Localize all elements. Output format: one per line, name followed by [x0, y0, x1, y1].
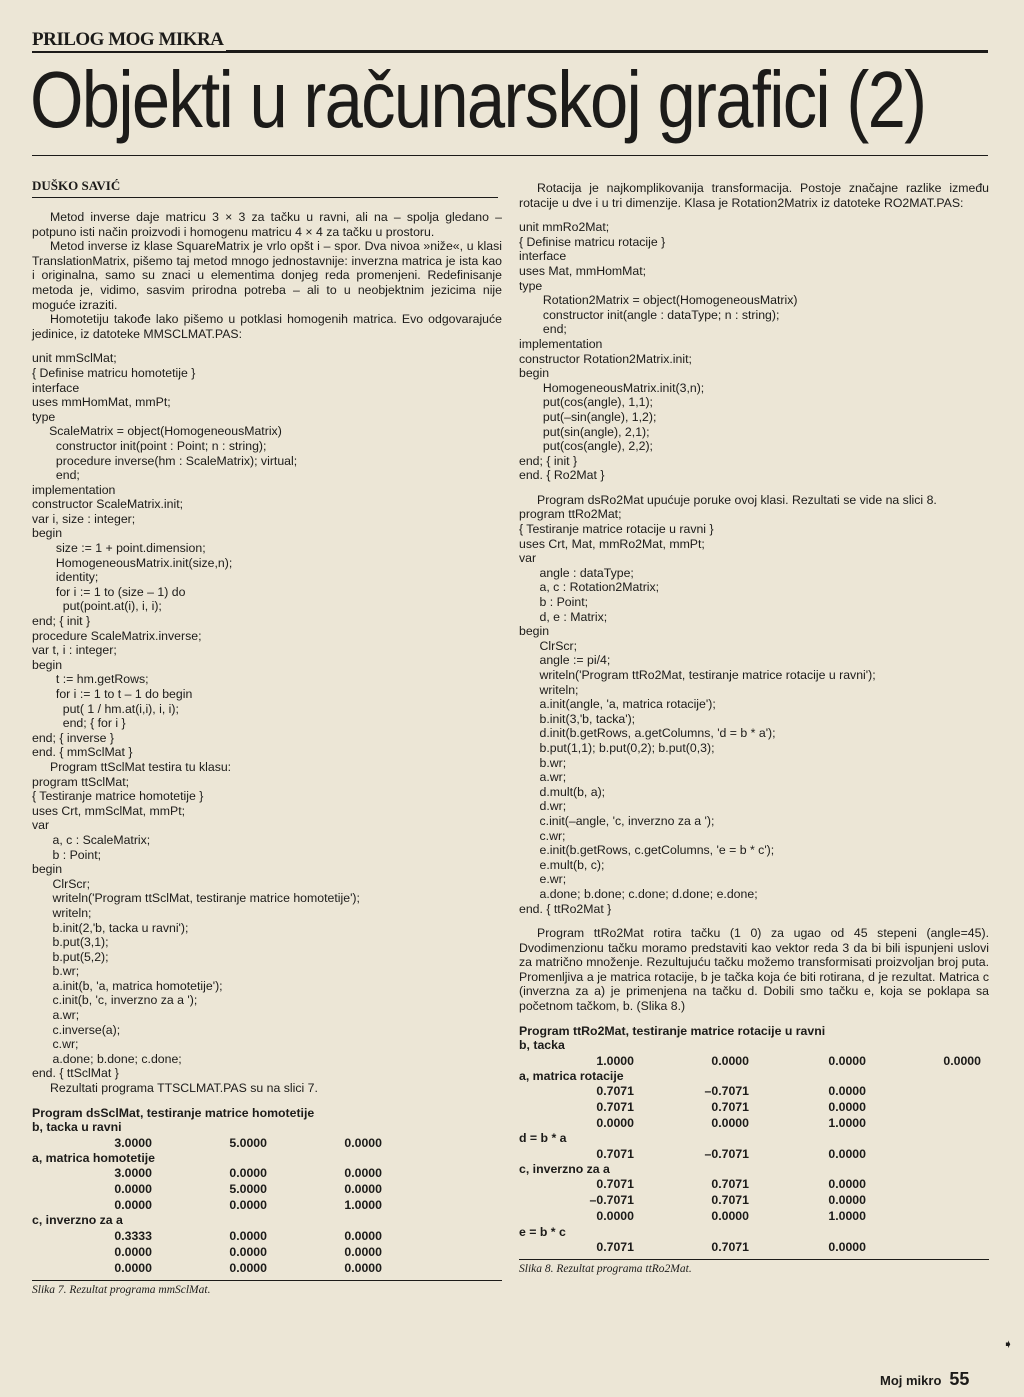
continue-arrow-icon: ➧ [1003, 1337, 1014, 1351]
matrix-cell: 0.0000 [828, 1177, 866, 1192]
figure-caption: Slika 7. Rezultat programa mmSclMat. [32, 1280, 502, 1298]
paragraph: Metod inverse daje matricu 3 × 3 za tačku u ravni, ali na – spolja gledano – potpuno isti način proizvodi i homogenu matricu 4 × 4 za tačku u prostoru. [32, 210, 502, 239]
matrix-label: b, tacka u ravni [32, 1120, 122, 1135]
matrix-cell: 0.0000 [828, 1146, 866, 1161]
output-block [32, 1120, 502, 1276]
title-rule [32, 155, 988, 156]
paragraph: Homotetiju takođe lako pišemo u potklasi homogenih matrica. Evo odgovarajuće jedinice, iz datoteke MMSCLMAT.PAS: [32, 312, 502, 341]
matrix-values [519, 1083, 866, 1131]
matrix-cell: 0.0000 [596, 1116, 634, 1131]
author-byline: DUŠKO SAVIĆ [32, 178, 498, 198]
matrix-cell: 0.7071 [711, 1239, 749, 1254]
matrix-cell: 0.7071 [711, 1177, 749, 1192]
matrix-cell: 0.0000 [943, 1053, 981, 1068]
matrix-cell: 0.0000 [229, 1228, 267, 1243]
matrix-cell: 0.0000 [229, 1260, 267, 1275]
matrix-label: c, inverzno za a [519, 1162, 610, 1177]
matrix-label: c, inverzno za a [32, 1213, 123, 1228]
matrix-values [519, 1053, 981, 1069]
matrix-cell: 0.7071 [596, 1239, 634, 1254]
matrix-cell: 0.0000 [229, 1198, 267, 1213]
code-listing-ttro2mat: program ttRo2Mat; { Testiranje matrice rotacije u ravni } uses Crt, Mat, mmRo2Mat, mmPt; var angle : dataType; a, c : Rotation2Matrix; b : Point; d, e : Matrix; begin ClrScr; angle := pi/4; writeln('Program ttRo2Mat, testiranje matrice rotacije u ravni'); writeln; a.init(angle, 'a, matrica rotacije'); b.init(3,'b, tacka'); d.init(b.getRows, a.getColumns, 'd = b * a'); b.put(1,1); b.put(0,2); b.put(0,3); b.wr; a.wr; d.mult(b, a); d.wr; c.init(–angle, 'c, inverzno za a '); c.wr; e.init(b.getRows, c.getColumns, 'e = b * c'); e.mult(b, c); e.wr; a.done; b.done; c.done; d.done; e.done; end. { ttRo2Mat } [519, 507, 876, 916]
matrix-cell: 1.0000 [828, 1116, 866, 1131]
matrix-cell: 0.0000 [229, 1166, 267, 1181]
code-listing-mmro2mat: unit mmRo2Mat; { Definise matricu rotacije } interface uses Mat, mmHomMat; type Rotation2Matrix = object(HomogeneousMatrix) constructor init(angle : dataType; n : string); end; implementation constructor Rotation2Matrix.init; begin HomogeneousMatrix.init(3,n); put(cos(angle), 1,1); put(–sin(angle), 1,2); put(sin(angle), 2,1); put(cos(angle), 2,2); end; { init } end. { Ro2Mat } [519, 220, 798, 483]
matrix-cell: 0.0000 [114, 1182, 152, 1197]
left-column [32, 210, 502, 1298]
output-title: Program ttRo2Mat, testiranje matrice rotacije u ravni [519, 1023, 826, 1038]
matrix-cell: 0.0000 [344, 1166, 382, 1181]
matrix-cell: 0.0000 [711, 1053, 749, 1068]
paragraph: Rezultati programa TTSCLMAT.PAS su na slici 7. [50, 1081, 318, 1096]
matrix-label: e = b * c [519, 1224, 566, 1239]
matrix-label: a, matrica rotacije [519, 1068, 624, 1083]
matrix-cell: –0.7071 [704, 1084, 749, 1099]
section-label: PRILOG MOG MIKRA [32, 29, 224, 50]
matrix-values [519, 1146, 866, 1162]
matrix-values [32, 1135, 382, 1151]
matrix-cell: 0.0000 [114, 1260, 152, 1275]
matrix-cell: 1.0000 [828, 1209, 866, 1224]
matrix-cell: 0.0000 [114, 1244, 152, 1259]
matrix-cell: 5.0000 [229, 1182, 267, 1197]
output-title: Program dsSclMat, testiranje matrice homotetije [32, 1105, 315, 1120]
matrix-cell: 1.0000 [596, 1053, 634, 1068]
magazine-name: Moj mikro [880, 1373, 942, 1388]
matrix-cell: 0.0000 [828, 1193, 866, 1208]
page-footer [880, 1369, 969, 1390]
matrix-cell: –0.7071 [704, 1146, 749, 1161]
section-header [32, 26, 988, 53]
matrix-cell: 0.0000 [828, 1239, 866, 1254]
matrix-cell: 0.0000 [344, 1182, 382, 1197]
matrix-values [519, 1177, 866, 1225]
matrix-cell: 0.3333 [114, 1228, 152, 1243]
paragraph: Program dsRo2Mat upućuje poruke ovoj klasi. Rezultati se vide na slici 8. [537, 492, 937, 507]
right-column [519, 181, 989, 1277]
matrix-label: b, tacka [519, 1038, 565, 1053]
output-block [519, 1038, 989, 1255]
matrix-cell: 0.0000 [344, 1135, 382, 1150]
paragraph: Program ttSclMat testira tu klasu: [50, 759, 232, 774]
matrix-cell: 0.0000 [596, 1209, 634, 1224]
matrix-cell: 0.0000 [344, 1228, 382, 1243]
matrix-cell: 0.0000 [114, 1198, 152, 1213]
matrix-cell: 0.7071 [596, 1084, 634, 1099]
matrix-cell: 0.7071 [596, 1146, 634, 1161]
matrix-cell: –0.7071 [589, 1193, 634, 1208]
article-title: Objekti u računarskoj grafici (2) [30, 55, 926, 144]
matrix-values [32, 1165, 382, 1213]
matrix-cell: 1.0000 [344, 1198, 382, 1213]
matrix-cell: 0.0000 [229, 1244, 267, 1259]
paragraph: Metod inverse iz klase SquareMatrix je vrlo opšt i – spor. Dva nivoa »niže«, u klasi TranslationMatrix, pišemo taj metod mnogo jednostavnije: inverzna matrica je ista kao i originalna, samo su znaci u elementima donjeg reda promenjeni. Redefinisanje metoda je, vidimo, sasvim prirodna potreba – ali to u neobjektnim jezicima nije moguće izraziti. [32, 239, 502, 312]
paragraph: Program ttRo2Mat rotira tačku (1 0) za ugao od 45 stepeni (angle=45). Dvodimenzionu tačku moramo predstaviti kao vektor reda 3 da bi bili ispunjeni uslovi za matrično množenje. Rezultujuću tačku možemo transformisati proizvoljan broj puta. Promenljiva a je matrica rotacije, b je tačka koja će biti rotirana, d je rezultat. Matrica c (inverzna za a) je primenjena na tačku d. Dobili smo tačku e, koja se poklapa sa početnom tačkom, b. (Slika 8.) [519, 926, 989, 1014]
matrix-cell: 0.0000 [828, 1084, 866, 1099]
code-listing-mmsclmat: unit mmSclMat; { Definise matricu homotetije } interface uses mmHomMat, mmPt; type ScaleMatrix = object(HomogeneousMatrix) constructor init(point : Point; n : string); procedure inverse(hm : ScaleMatrix); virtual; end; implementation constructor ScaleMatrix.init; var i, size : integer; begin size := 1 + point.dimension; HomogeneousMatrix.init(size,n); identity; for i := 1 to (size – 1) do put(point.at(i), i, i); end; { init } procedure ScaleMatrix.inverse; var t, i : integer; begin t := hm.getRows; for i := 1 to t – 1 do begin put( 1 / hm.at(i,i), i, i); end; { for i } end; { inverse } end. { mmSclMat } [32, 351, 298, 760]
figure-caption: Slika 8. Rezultat programa ttRo2Mat. [519, 1259, 989, 1277]
matrix-cell: 0.7071 [711, 1100, 749, 1115]
matrix-cell: 5.0000 [229, 1135, 267, 1150]
paragraph: Rotacija je najkomplikovanija transformacija. Postoje značajne razlike između rotacije u dve i u tri dimenzije. Klasa je Rotation2Matrix iz datoteke RO2MAT.PAS: [519, 181, 989, 210]
matrix-cell: 0.0000 [828, 1053, 866, 1068]
matrix-values [519, 1239, 866, 1255]
matrix-cell: 0.0000 [344, 1244, 382, 1259]
matrix-label: d = b * a [519, 1131, 567, 1146]
matrix-cell: 0.0000 [828, 1100, 866, 1115]
matrix-cell: 3.0000 [114, 1135, 152, 1150]
matrix-values [32, 1228, 382, 1276]
matrix-cell: 0.0000 [711, 1209, 749, 1224]
matrix-label: a, matrica homotetije [32, 1150, 156, 1165]
matrix-cell: 0.0000 [711, 1116, 749, 1131]
page-number: 55 [949, 1369, 970, 1389]
code-listing-ttsclmat: program ttSclMat; { Testiranje matrice homotetije } uses Crt, mmSclMat, mmPt; var a, c : ScaleMatrix; b : Point; begin ClrScr; writeln('Program ttSclMat, testiranje matrice homotetije'); writeln; b.init(2,'b, tacka u ravni'); b.put(3,1); b.put(5,2); b.wr; a.init(b, 'a, matrica homotetije'); c.init(b, 'c, inverzno za a '); a.wr; c.inverse(a); c.wr; a.done; b.done; c.done; end. { ttSclMat } [32, 774, 360, 1081]
matrix-cell: 3.0000 [114, 1166, 152, 1181]
matrix-cell: 0.7071 [711, 1193, 749, 1208]
matrix-cell: 0.7071 [596, 1100, 634, 1115]
matrix-cell: 0.0000 [344, 1260, 382, 1275]
matrix-cell: 0.7071 [596, 1177, 634, 1192]
